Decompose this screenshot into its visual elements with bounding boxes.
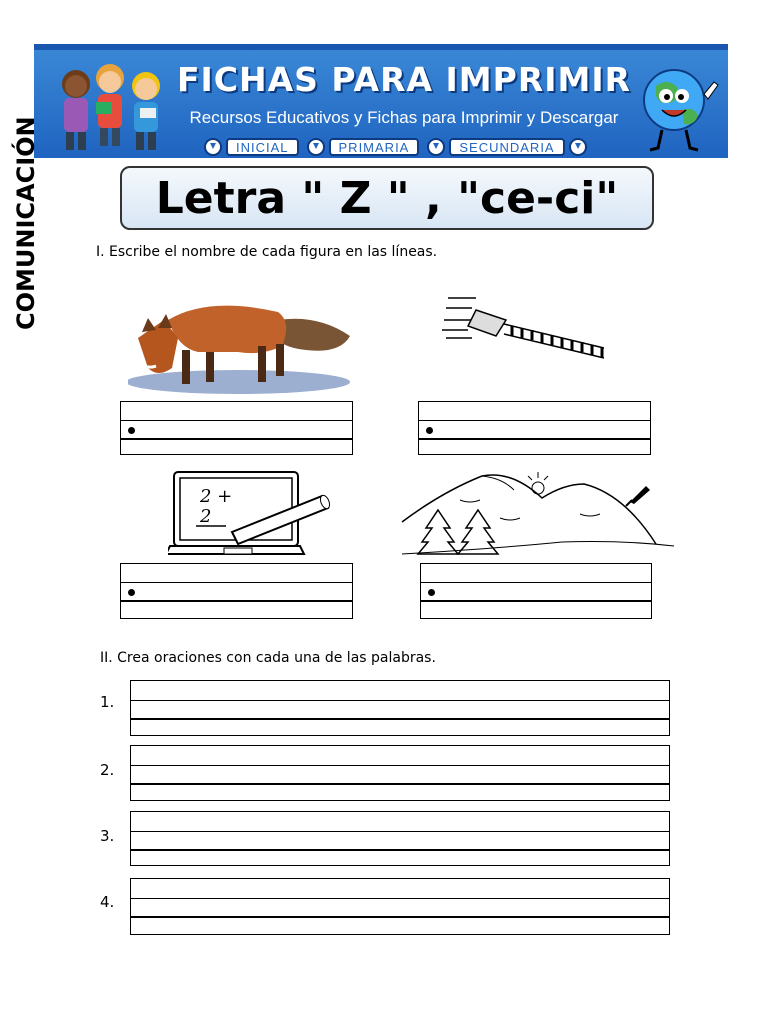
nav-inicial-label[interactable]: INICIAL (226, 138, 299, 156)
chalkboard-line2: 2 (200, 506, 212, 527)
bullet-icon (128, 589, 135, 596)
arrow-down-icon (569, 138, 587, 156)
sentence-number-2: 2. (100, 761, 115, 779)
bullet-icon (428, 589, 435, 596)
sentence-box-4[interactable] (130, 878, 670, 935)
nav-item-inicial[interactable] (204, 138, 299, 156)
section2-instruction: II. Crea oraciones con cada una de las palabras. (100, 650, 436, 666)
chalkboard-image (168, 470, 334, 558)
nav-secundaria-label[interactable]: SECUNDARIA (449, 138, 564, 156)
answer-box-3[interactable] (120, 563, 353, 619)
arrow-down-icon (204, 138, 222, 156)
bullet-icon (128, 427, 135, 434)
answer-box-4[interactable] (420, 563, 652, 619)
site-title: FICHAS PARA IMPRIMIR (176, 60, 632, 99)
section1-instruction: I. Escribe el nombre de cada figura en las líneas. (96, 244, 438, 260)
sentence-box-2[interactable] (130, 745, 670, 801)
header-banner (34, 44, 728, 158)
nav-item-secundaria[interactable] (427, 138, 586, 156)
children-mascots-image (48, 56, 178, 156)
title-box (120, 166, 654, 230)
sentence-number-4: 4. (100, 893, 115, 911)
site-subtitle: Recursos Educativos y Fichas para Imprimir y Descargar (189, 108, 619, 127)
globe-mascot-image (634, 58, 724, 158)
bullet-icon (426, 427, 433, 434)
sentence-box-3[interactable] (130, 811, 670, 866)
mountains-image (400, 470, 676, 562)
answer-box-1[interactable] (120, 401, 353, 455)
arrow-down-icon (427, 138, 445, 156)
sentence-number-1: 1. (100, 693, 115, 711)
worksheet-title: Letra " Z " , "ce-ci" (155, 173, 619, 224)
sentence-number-3: 3. (100, 827, 115, 845)
sentence-box-1[interactable] (130, 680, 670, 736)
fox-image (128, 290, 354, 396)
answer-box-2[interactable] (418, 401, 651, 455)
nav-primaria-label[interactable]: PRIMARIA (329, 138, 420, 156)
subject-label: COMUNICACIÓN (12, 116, 40, 330)
header-nav (204, 136, 644, 158)
zipper-image (436, 290, 616, 374)
nav-item-primaria[interactable] (307, 138, 420, 156)
chalkboard-line1: 2 + (200, 486, 233, 507)
arrow-down-icon (307, 138, 325, 156)
